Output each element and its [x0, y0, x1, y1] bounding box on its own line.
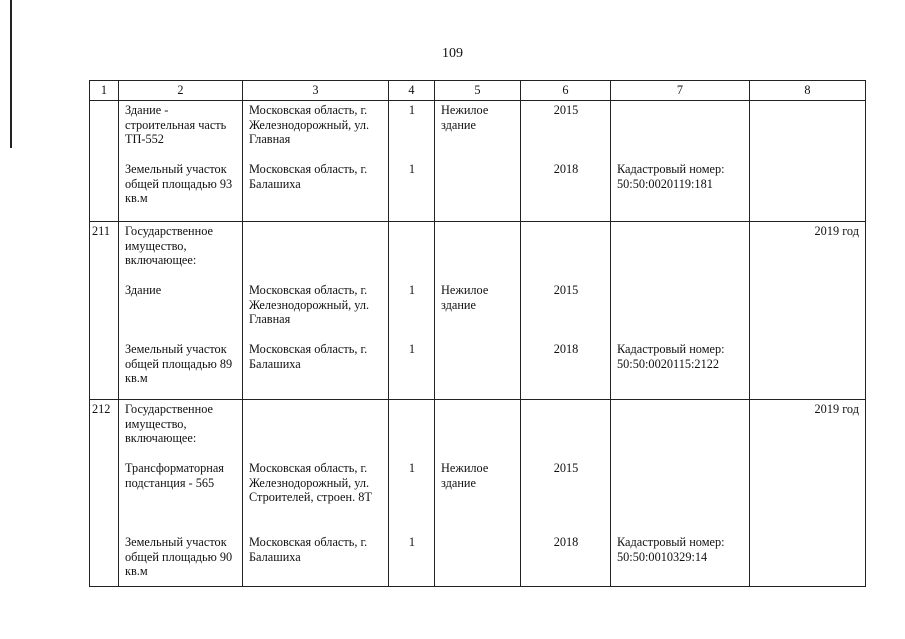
cadastral-number: Кадастровый номер: 50:50:0010329:14: [617, 535, 725, 564]
quantity-cell: [389, 400, 435, 587]
column-header: 8: [750, 81, 866, 101]
transfer-date: [750, 101, 865, 103]
year-cell: [521, 400, 611, 587]
quantity: 1: [408, 103, 416, 117]
address: [243, 222, 388, 281]
date-cell: [750, 222, 866, 400]
type-cell: [435, 400, 521, 587]
year: 2015: [553, 103, 579, 117]
object-type: [435, 400, 520, 459]
year: 2018: [553, 162, 579, 176]
address: Московская область, г. Балашиха: [249, 535, 368, 564]
item-name: Земельный участок общей площадью 90 кв.м: [125, 535, 233, 579]
address-cell: [243, 222, 389, 400]
note: [611, 400, 749, 459]
address: [243, 400, 388, 459]
item-name: Трансформаторная подстанция - 565: [125, 461, 224, 490]
transfer-date: 2019 год: [814, 224, 859, 238]
quantity: [389, 222, 434, 281]
object-type: Нежилое здание: [441, 103, 489, 132]
table-row: [90, 101, 866, 222]
quantity: 1: [408, 283, 416, 297]
table-row: [90, 222, 866, 400]
note: [611, 101, 749, 160]
row-number: 211: [92, 224, 110, 238]
note: [611, 459, 749, 533]
year: 2015: [553, 461, 579, 475]
column-header: 4: [389, 81, 435, 101]
object-type: Нежилое здание: [441, 283, 489, 312]
column-header: 2: [119, 81, 243, 101]
row-number: [90, 101, 118, 103]
type-cell: [435, 222, 521, 400]
note-cell: [611, 400, 750, 587]
page-number: 109: [442, 46, 463, 61]
year: 2018: [553, 342, 579, 356]
type-cell: [435, 101, 521, 222]
quantity: 1: [408, 162, 416, 176]
address-cell: [243, 101, 389, 222]
address-cell: [243, 400, 389, 587]
year: 2015: [553, 283, 579, 297]
note: [611, 281, 749, 340]
row-number: 212: [92, 402, 111, 416]
note-cell: [611, 222, 750, 400]
object-type: [435, 533, 520, 585]
item-name: Земельный участок общей площадью 89 кв.м: [125, 342, 233, 386]
item-name: Государственное имущество, включающее:: [125, 402, 213, 446]
quantity-cell: [389, 101, 435, 222]
column-header-row: [90, 81, 866, 101]
date-cell: [750, 101, 866, 222]
year: [521, 400, 610, 459]
item-name-cell: [119, 400, 243, 587]
object-type: [435, 160, 520, 220]
year: [521, 222, 610, 281]
year-cell: [521, 222, 611, 400]
column-header: 1: [90, 81, 119, 101]
address: Московская область, г. Железнодорожный, ул. Строителей, строен. 8Т: [249, 461, 372, 505]
object-type: Нежилое здание: [441, 461, 489, 490]
row-number-cell: [90, 222, 119, 400]
item-name-cell: [119, 101, 243, 222]
quantity: 1: [408, 342, 416, 356]
table-row: [90, 400, 866, 587]
object-type: [435, 222, 520, 281]
item-name: Земельный участок общей площадью 93 кв.м: [125, 162, 233, 206]
quantity: 1: [408, 535, 416, 549]
address: Московская область, г. Железнодорожный, ул. Главная: [249, 283, 370, 327]
column-header: 7: [611, 81, 750, 101]
quantity: [389, 400, 434, 459]
cadastral-number: Кадастровый номер: 50:50:0020119:181: [617, 162, 725, 191]
item-name: Здание - строительная часть ТП-552: [125, 103, 227, 147]
margin-rule: [10, 0, 12, 148]
row-number-cell: [90, 101, 119, 222]
property-table: [89, 80, 866, 587]
cadastral-number: Кадастровый номер: 50:50:0020115:2122: [617, 342, 725, 371]
date-cell: [750, 400, 866, 587]
column-header: 3: [243, 81, 389, 101]
object-type: [435, 340, 520, 398]
note-cell: [611, 101, 750, 222]
address: Московская область, г. Железнодорожный, ул. Главная: [249, 103, 370, 147]
quantity-cell: [389, 222, 435, 400]
column-header: 5: [435, 81, 521, 101]
address: Московская область, г. Балашиха: [249, 162, 368, 191]
note: [611, 222, 749, 281]
year-cell: [521, 101, 611, 222]
year: 2018: [553, 535, 579, 549]
item-name-cell: [119, 222, 243, 400]
column-header: 6: [521, 81, 611, 101]
quantity: 1: [408, 461, 416, 475]
item-name: Здание: [125, 283, 162, 297]
row-number-cell: [90, 400, 119, 587]
address: Московская область, г. Балашиха: [249, 342, 368, 371]
transfer-date: 2019 год: [814, 402, 859, 416]
item-name: Государственное имущество, включающее:: [125, 224, 213, 268]
